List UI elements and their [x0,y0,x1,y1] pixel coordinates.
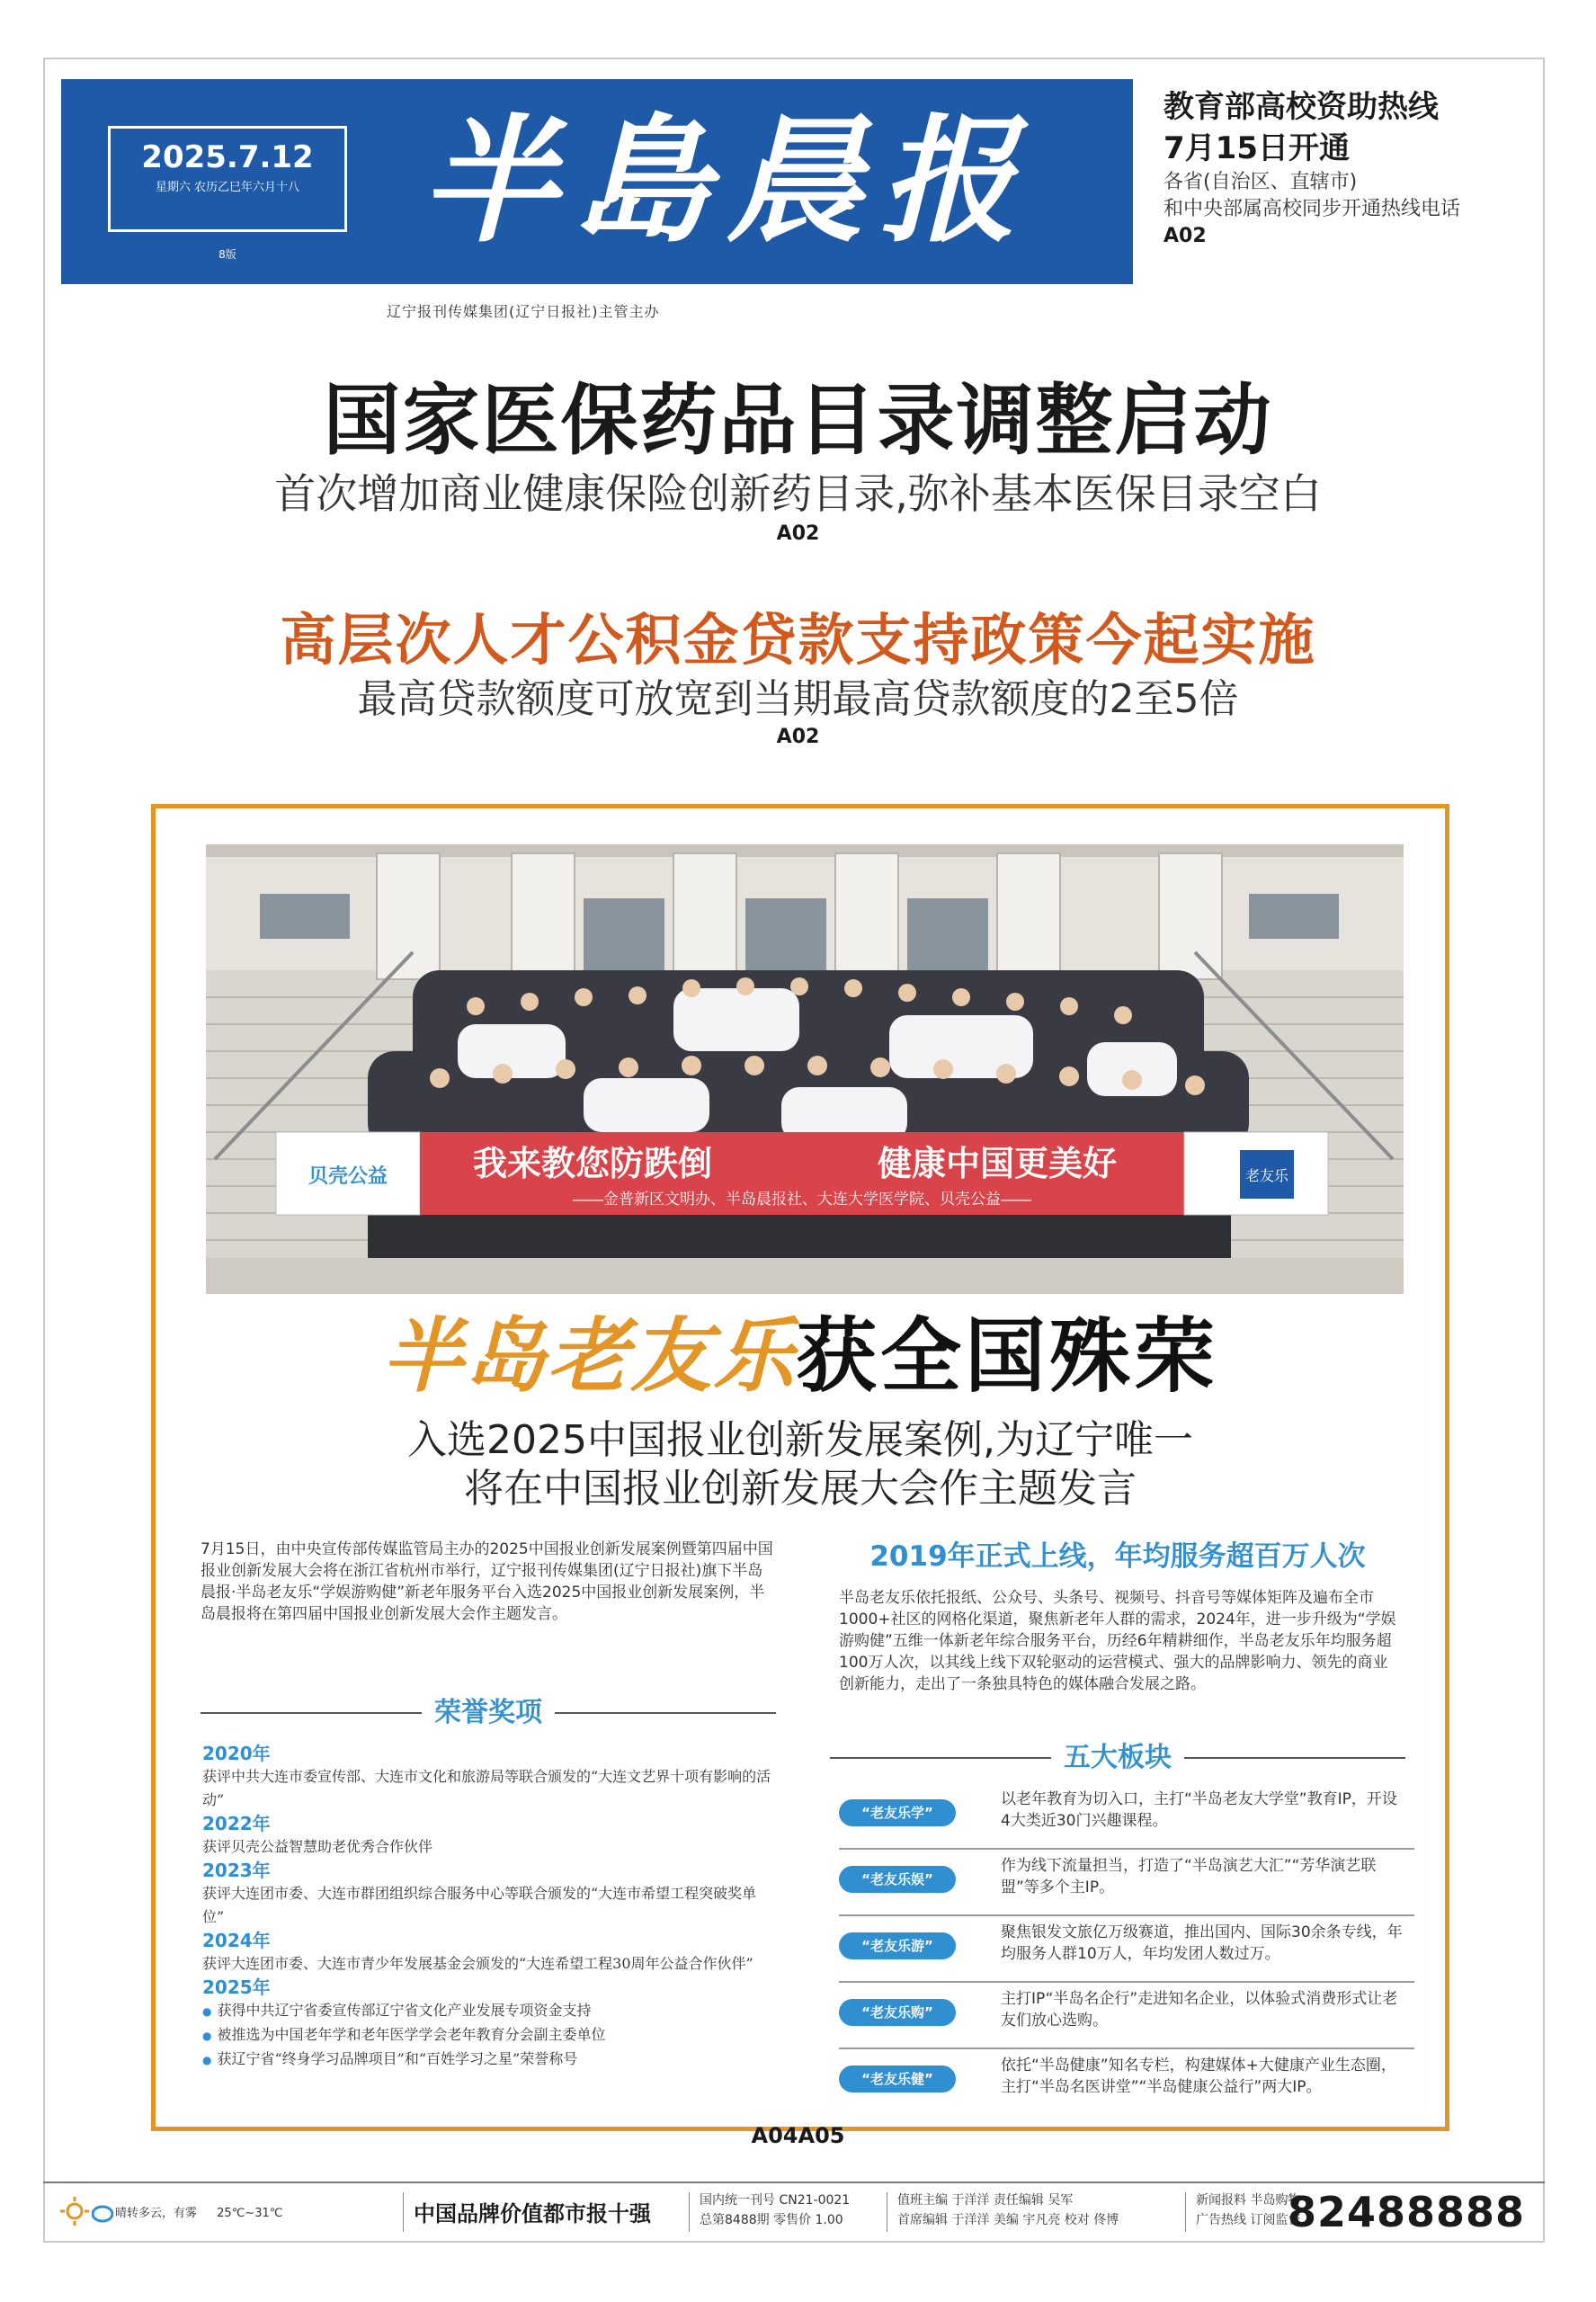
cn-number: 国内统一刊号 CN21-0021 [700,2193,851,2208]
block-badge: “老友乐游” [839,1932,956,1959]
headline-rest: 获全国殊荣 [796,1309,1218,1404]
temperature: 25℃~31℃ [217,2207,283,2220]
block-row-travel[interactable] [839,1916,1414,1983]
block-badge: “老友乐购” [839,1999,956,2026]
staff-line: 首席编辑 于洋洋 美编 宇凡亮 校对 佟博 [897,2213,1119,2227]
teaser-body-2: 和中央部属高校同步开通热线电话 [1164,198,1461,220]
feature-headline[interactable] [156,1303,1445,1411]
sun-icon [59,2196,90,2230]
teaser-page-ref: A02 [1164,225,1207,247]
banner-main-right: 健康中国更美好 [877,1146,1118,1183]
date-box [108,126,347,232]
weather-desc: 晴转多云，有雾 [115,2207,198,2220]
teaser-box[interactable] [1164,86,1532,250]
banner-sub: ——金普新区文明办、半岛晨报社、大连大学医学院、贝壳公益—— [573,1191,1031,1208]
feature-lead-paragraph: 7月15日，由中央宣传部传媒监管局主办的2025中国报业创新发展案例暨第四届中国报业创新发展大会将在浙江省杭州市举行，辽宁报刊传媒集团(辽宁日报社)旗下半岛晨报·半岛老友乐“学娱游购健”新老年服务平台入选2025中国报业创新发展案例，半岛晨报将在第四届中国报业创新发展大会作主题发言。 [201,1540,773,1623]
issue-date: 2025.7.12 [141,139,314,175]
honor-item: ● 获得中共辽宁省委宣传部辽宁省文化产业发展专项资金支持 [202,1999,778,2023]
footer-bar [43,2182,1545,2239]
staff-info [897,2190,1119,2234]
divider [1184,1757,1405,1759]
contact-line: 新闻报料 半岛购物 [1196,2193,1301,2208]
block-badge: “老友乐学” [839,1799,956,1826]
feature-subtitle-2: 将在中国报业创新发展大会作主题发言 [464,1466,1137,1512]
divider [403,2192,404,2232]
banner-logo: 贝壳公益 [308,1164,388,1187]
block-text: 依托“半岛健康”知名专栏，构建媒体+大健康产业生态圈，主打“半岛名医讲堂”“半岛健康公益行”两大IP。 [1001,2057,1396,2096]
publisher-line: 辽宁报刊传媒集团(辽宁日报社)主管主办 [387,303,660,320]
block-text: 以老年教育为切入口，主打“半岛老友大学堂”教育IP，开设4大类近30门兴趣课程。 [1001,1790,1397,1830]
divider [689,2192,690,2232]
honor-year: 2023年 [202,1860,271,1881]
divider [555,1712,776,1714]
honor-year: 2020年 [202,1743,271,1764]
group-photo [206,844,1404,1294]
group-photo-illustration [206,844,1404,1294]
divider [1185,2192,1186,2232]
block-text: 作为线下流量担当，打造了“半岛演艺大汇”“芳华演艺联盟”等多个主IP。 [1001,1857,1377,1896]
page-ref: A02 [776,726,820,748]
block-row-shop[interactable] [839,1983,1414,2049]
honor-item: 获评贝壳公益智慧助老优秀合作伙伴 [202,1838,433,1855]
edition-count: 8版 [218,248,236,261]
issue-price: 总第8488期 零售价 1.00 [700,2213,843,2227]
honor-item: 获评大连团市委、大连市群团组织综合服务中心等联合颁发的“大连市希望工程突破奖单位” [202,1885,757,1925]
banner-main-left: 我来教您防跌倒 [472,1146,713,1183]
divider [201,1712,422,1714]
headline-housing-fund[interactable]: 高层次人才公积金贷款支持政策今起实施 [280,607,1316,673]
block-text: 主打IP“半岛名企行”走进知名企业，以体验式消费形式让老友们放心选购。 [1001,1990,1398,2030]
subheadline-housing-fund: 最高贷款额度可放宽到当期最高贷款额度的2至5倍 [357,676,1239,722]
contact-info [1196,2190,1300,2234]
blocks-header [830,1740,1405,1776]
weather-text [115,2203,282,2220]
footer-slogan: 中国品牌价值都市报十强 [414,2200,651,2226]
block-row-entertain[interactable] [839,1850,1414,1916]
headline-medical-insurance[interactable]: 国家医保药品目录调整启动 [323,376,1273,466]
divider [830,1757,1051,1759]
publication-info [700,2190,850,2234]
honors-title: 荣誉奖项 [434,1697,542,1728]
right-column-title: 2019年正式上线，年均服务超百万人次 [869,1540,1366,1573]
feature-page-ref: A04A05 [751,2123,845,2148]
teaser-body: 各省(自治区、直辖市) [1164,171,1358,193]
page-ref: A02 [776,522,820,545]
feature-subtitle: 入选2025中国报业创新发展案例,为辽宁唯一 [407,1417,1193,1463]
banner-right: 老友乐 [1244,1169,1289,1184]
honors-header [201,1695,776,1731]
honor-item: 获评大连团市委、大连市青少年发展基金会颁发的“大连希望工程30周年公益合作伙伴” [202,1955,753,1972]
honor-year: 2024年 [202,1930,271,1951]
block-text: 聚焦银发文旅亿万级赛道，推出国内、国际30余条专线，年均服务人群10万人，年均发团人数过万。 [1001,1923,1403,1963]
blocks-title: 五大板块 [1064,1742,1172,1773]
teaser-headline: 教育部高校资助热线 [1164,89,1439,125]
blocks-list [839,1783,1414,2116]
brand-name: 半岛老友乐 [382,1309,796,1404]
cloud-icon [92,2196,113,2230]
hotline-number[interactable]: 82488888 [1287,2188,1525,2236]
contact-line: 广告热线 订阅监督 [1196,2213,1301,2227]
honor-year: 2022年 [202,1813,271,1834]
newspaper-logo: 半島晨报 [421,100,1032,261]
subheadline-medical-insurance: 首次增加商业健康保险创新药目录,弥补基本医保目录空白 [274,469,1322,518]
masthead [61,79,1133,284]
staff-line: 值班主编 于洋洋 责任编辑 吴军 [897,2193,1074,2208]
honor-item: ● 获辽宁省“终身学习品牌项目”和“百姓学习之星”荣誉称号 [202,2048,778,2072]
block-badge: “老友乐娱” [839,1866,956,1893]
honor-item: 获评中共大连市委宣传部、大连市文化和旅游局等联合颁发的“大连文艺界十项有影响的活动” [202,1768,771,1808]
issue-date-sub: 星期六 农历乙巳年六月十八 [155,181,300,194]
feature-box [151,804,1449,2131]
honor-year: 2025年 [202,1976,271,1998]
block-badge: “老友乐健” [839,2066,956,2092]
block-row-learn[interactable] [839,1783,1414,1850]
block-row-health[interactable] [839,2049,1414,2116]
teaser-headline-2: 7月15日开通 [1164,130,1350,166]
honors-list [202,1742,778,2072]
honor-item: ● 被推选为中国老年学和老年医学学会老年教育分会副主委单位 [202,2023,778,2048]
right-column-body: 半岛老友乐依托报纸、公众号、头条号、视频号、抖音号等媒体矩阵及遍布全市1000+社区的网格化渠道，聚焦新老年人群的需求，2024年，进一步升级为“学娱游购健”五维一体新老年综合服务平台，历经6年精耕细作，半岛老友乐年均服务超100万人次，以其线上线下双轮驱动的运营模式、强大的品牌影响力、领先的商业创新能力，走出了一条独具特色的媒体融合发展之路。 [839,1589,1396,1693]
